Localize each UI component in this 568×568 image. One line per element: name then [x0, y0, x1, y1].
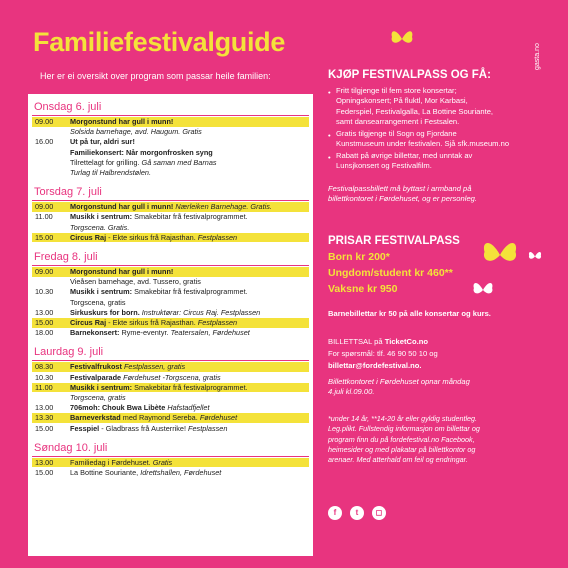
program-row	[32, 233, 309, 243]
program-description	[70, 328, 308, 338]
butterfly-icon	[472, 280, 494, 300]
program-time: 15.00	[35, 423, 54, 433]
program-text: Barnekonsert:	[70, 328, 122, 338]
program-time: 13.00	[35, 403, 54, 413]
program-text: Idrettshallen, Førdehuset	[140, 468, 222, 477]
pass-note-line: Festivalpassbillett må byttast i armband på	[328, 184, 472, 193]
program-text: Ryme-eventyr.	[121, 328, 171, 338]
program-description	[70, 287, 308, 297]
instagram-icon[interactable]: ◻	[372, 506, 386, 520]
program-text: Festivalfrukost	[70, 362, 124, 372]
pass-bullet-line: Kunstmuseum under festivalen. Sjå sfk.museum.no	[336, 139, 510, 149]
program-text: Fesspiel	[70, 423, 102, 433]
program-text: Turlag til Halbrendstølen.	[70, 168, 151, 177]
day-heading: Fredag 8. juli	[34, 251, 98, 263]
program-description	[70, 223, 308, 233]
program-description	[70, 362, 308, 372]
pass-note	[328, 184, 477, 205]
office-note	[328, 377, 470, 398]
program-time: 10.30	[35, 372, 54, 382]
program-description	[70, 393, 308, 403]
program-panel	[28, 94, 313, 556]
program-time: 16.00	[35, 137, 54, 147]
program-text: - Ekte sirkus frå Rajasthan.	[108, 232, 198, 242]
program-description	[70, 202, 308, 212]
program-row	[32, 148, 309, 158]
day-divider	[32, 360, 309, 361]
program-text: Torgscena, gratis	[70, 297, 126, 307]
phone-line: For spørsmål: tlf. 46 90 50 10 og	[328, 349, 438, 358]
program-text: Musikk i sentrum:	[70, 382, 135, 392]
footnote-line: *under 14 år, **14-20 år eller gyldig studentleg.	[328, 414, 478, 423]
program-text: Barneverkstad	[70, 413, 123, 423]
program-text: Familiekonsert: Når morgonfrosken syng	[70, 147, 213, 157]
program-text: Tilrettelagt for grilling.	[70, 157, 142, 167]
bullet: •	[328, 131, 331, 140]
program-text: Gratis	[152, 457, 173, 467]
pass-bullet-3	[336, 151, 472, 172]
pass-bullet-line: Federspiel, Festivalgalla, La Bottine Souriante,	[336, 106, 494, 116]
program-description	[70, 267, 308, 277]
facebook-icon[interactable]: f	[328, 506, 342, 520]
program-description	[70, 424, 308, 434]
program-time: 15.00	[35, 318, 54, 327]
program-text: Circus Raj	[70, 318, 109, 327]
footnote-line: arenaer. Med atterhald om feil og endringar.	[328, 455, 468, 465]
program-text: Vieåsen barnehage, avd. Tussero, gratis	[70, 277, 201, 287]
footnote-line: heimesider og med plakatar på billettkontor og	[328, 444, 476, 454]
program-text: Smakebitar frå festivalprogrammet.	[134, 287, 248, 297]
program-text: Morgonstund har gull i munn!	[70, 117, 174, 126]
program-text: 706moh: Chouk Bwa Libète	[70, 403, 168, 413]
program-text: Familiedag i Førdehuset.	[70, 457, 153, 467]
program-text: Morgonstund har gull i munn!	[70, 267, 174, 276]
pass-bullet-line: Fritt tilgjenge til fem store konsertar;	[336, 86, 457, 95]
program-text: Torgscena. Gratis.	[70, 222, 130, 232]
program-row	[32, 158, 309, 168]
program-row	[32, 298, 309, 308]
program-row	[32, 137, 309, 147]
program-row	[32, 168, 309, 178]
program-row	[32, 373, 309, 383]
child-ticket-price: Barnebillettar kr 50 på alle konsertar og kurs.	[328, 309, 491, 318]
office-note-line: Billettkontoret i Førdehuset opnar måndag	[328, 377, 470, 386]
footnote	[328, 414, 480, 465]
pass-note-line: billettkontoret i Førdehuset, og er personleg.	[328, 194, 478, 204]
program-row	[32, 267, 309, 277]
program-text: med Raymond Sereba.	[122, 413, 200, 423]
pass-bullet-2	[336, 129, 509, 150]
footnote-line: program finn du på fordefestival.no Facebook,	[328, 434, 475, 444]
prices-heading: PRISAR FESTIVALPASS	[328, 235, 460, 247]
ticket-sale-line	[328, 337, 428, 347]
program-text: Smakebitar frå festivalprogrammet.	[134, 382, 248, 392]
program-time: 18.00	[35, 328, 54, 338]
program-text: Festplassen	[197, 318, 238, 327]
program-description	[70, 212, 308, 222]
day-heading: Torsdag 7. juli	[34, 186, 102, 199]
butterfly-icon	[390, 28, 414, 50]
program-row	[32, 223, 309, 233]
day-divider	[32, 265, 309, 266]
program-text: Festplassen	[197, 232, 238, 242]
price-child: Born kr 200*	[328, 251, 390, 263]
program-description	[70, 277, 308, 287]
program-row	[32, 308, 309, 318]
day-heading: Søndag 10. juli	[34, 441, 108, 454]
program-text: Sirkuskurs for born.	[70, 307, 142, 317]
program-row	[32, 413, 309, 423]
day-heading: Laurdag 9. juli	[34, 346, 104, 359]
ticket-sale-label: BILLETTSAL på	[328, 337, 385, 346]
pass-bullet-line: Opningskonsert; På fluktl, Mor Karbasi,	[336, 96, 468, 106]
program-description	[70, 458, 308, 468]
program-time: 13.00	[35, 457, 54, 467]
program-text: Gå saman med Barnas	[141, 157, 217, 167]
program-time: 09.00	[35, 117, 54, 126]
butterfly-icon	[480, 238, 520, 272]
program-row	[32, 117, 309, 127]
program-row	[32, 328, 309, 338]
program-text: Hafstadfjellet	[167, 403, 210, 413]
pass-bullet-line: samt dansearrangement i Festsalen.	[336, 116, 460, 126]
program-row	[32, 287, 309, 297]
program-time: 11.00	[35, 382, 53, 392]
program-text: Teatersalen, Førdehuset	[170, 328, 250, 338]
pass-bullet-line: Gratis tilgjenge til Sogn og Fjordane	[336, 129, 457, 138]
program-description	[70, 233, 308, 243]
intro-text: Her er ei oversikt over program som passar heile familien:	[40, 71, 271, 81]
day-divider	[32, 456, 309, 457]
program-time: 11.00	[35, 212, 53, 222]
program-description	[70, 373, 308, 383]
program-description	[70, 298, 308, 308]
email-link[interactable]: billettar@fordefestival.no.	[328, 361, 422, 370]
program-description	[70, 148, 308, 158]
program-description	[70, 158, 308, 168]
program-time: 10.30	[35, 287, 54, 297]
program-text: Smakebitar frå festivalprogrammet.	[134, 212, 248, 222]
program-description	[70, 468, 308, 478]
program-time: 15.00	[35, 468, 54, 477]
program-row	[32, 202, 309, 212]
price-youth: Ungdom/student kr 460**	[328, 267, 453, 279]
bullet: •	[328, 153, 331, 162]
pass-heading: KJØP FESTIVALPASS OG FÅ:	[328, 69, 491, 81]
program-description	[70, 403, 308, 413]
footnote-line: Leg.plikt. Fullstendig informasjon om billettar og	[328, 424, 480, 434]
program-text: Musikk i sentrum:	[70, 287, 135, 297]
program-row	[32, 362, 309, 372]
program-time: 13.00	[35, 307, 54, 317]
program-text: Solsida barnehage, avd. Haugum. Gratis	[70, 127, 202, 137]
program-row	[32, 383, 309, 393]
office-note-line: 4.juli kl.09.00.	[328, 387, 375, 397]
day-divider	[32, 200, 309, 201]
bullet: •	[328, 88, 331, 97]
program-text: Instruktørar: Circus Raj. Festplassen	[141, 307, 261, 317]
program-description	[70, 413, 308, 423]
program-description	[70, 137, 308, 147]
pass-bullet-line: Lunsjkonsert og Festivalfilm.	[336, 161, 432, 171]
program-row	[32, 393, 309, 403]
page-title: Familiefestivalguide	[33, 27, 286, 57]
program-text: Morgonstund har gull i munn!	[70, 202, 176, 212]
program-time: 09.00	[35, 202, 54, 212]
program-row	[32, 458, 309, 468]
program-row	[32, 424, 309, 434]
program-text: Nærleiken Barnehage. Gratis.	[175, 202, 272, 212]
program-text: Musikk i sentrum:	[70, 212, 135, 222]
program-text: Circus Raj	[70, 232, 109, 242]
price-adult: Vaksne kr 950	[328, 283, 398, 295]
day-divider	[32, 115, 309, 116]
program-description	[70, 318, 308, 328]
pass-bullet-1	[336, 86, 493, 127]
program-description	[70, 308, 308, 318]
program-text: Førdehuset	[199, 413, 238, 423]
program-row	[32, 277, 309, 287]
program-row	[32, 212, 309, 222]
program-text: La Bottine Souriante,	[70, 468, 141, 477]
program-row	[32, 127, 309, 137]
program-row	[32, 468, 309, 478]
program-description	[70, 127, 308, 137]
pass-bullet-line: Rabatt på øvrige billettar, med unntak av	[336, 151, 473, 160]
program-time: 13.30	[35, 413, 54, 423]
program-time: 15.00	[35, 232, 54, 242]
program-row	[32, 403, 309, 413]
program-text: Førdehuset -Torgscena, gratis	[123, 372, 221, 382]
program-text: Torgscena, gratis	[70, 393, 126, 402]
program-time: 08.30	[35, 362, 54, 372]
twitter-icon[interactable]: t	[350, 506, 364, 520]
program-description	[70, 383, 308, 393]
program-description	[70, 168, 308, 178]
day-heading: Onsdag 6. juli	[34, 101, 102, 113]
ticketco-link[interactable]: TicketCo.no	[384, 337, 429, 346]
program-text: - Ekte sirkus frå Rajasthan.	[108, 318, 198, 327]
program-text: Festivalparade	[70, 372, 124, 382]
program-time: 09.00	[35, 267, 54, 276]
program-text: - Gladbrass frå Austerrike!	[101, 423, 189, 433]
program-text: Festplassen, gratis	[123, 362, 186, 372]
vertical-credit: gasta.no	[534, 43, 541, 70]
program-text: Festplassen	[188, 423, 228, 433]
program-description	[70, 117, 308, 127]
butterfly-icon	[528, 250, 542, 263]
program-text: Ut på tur, aldri sur!	[70, 137, 135, 147]
program-row	[32, 318, 309, 328]
